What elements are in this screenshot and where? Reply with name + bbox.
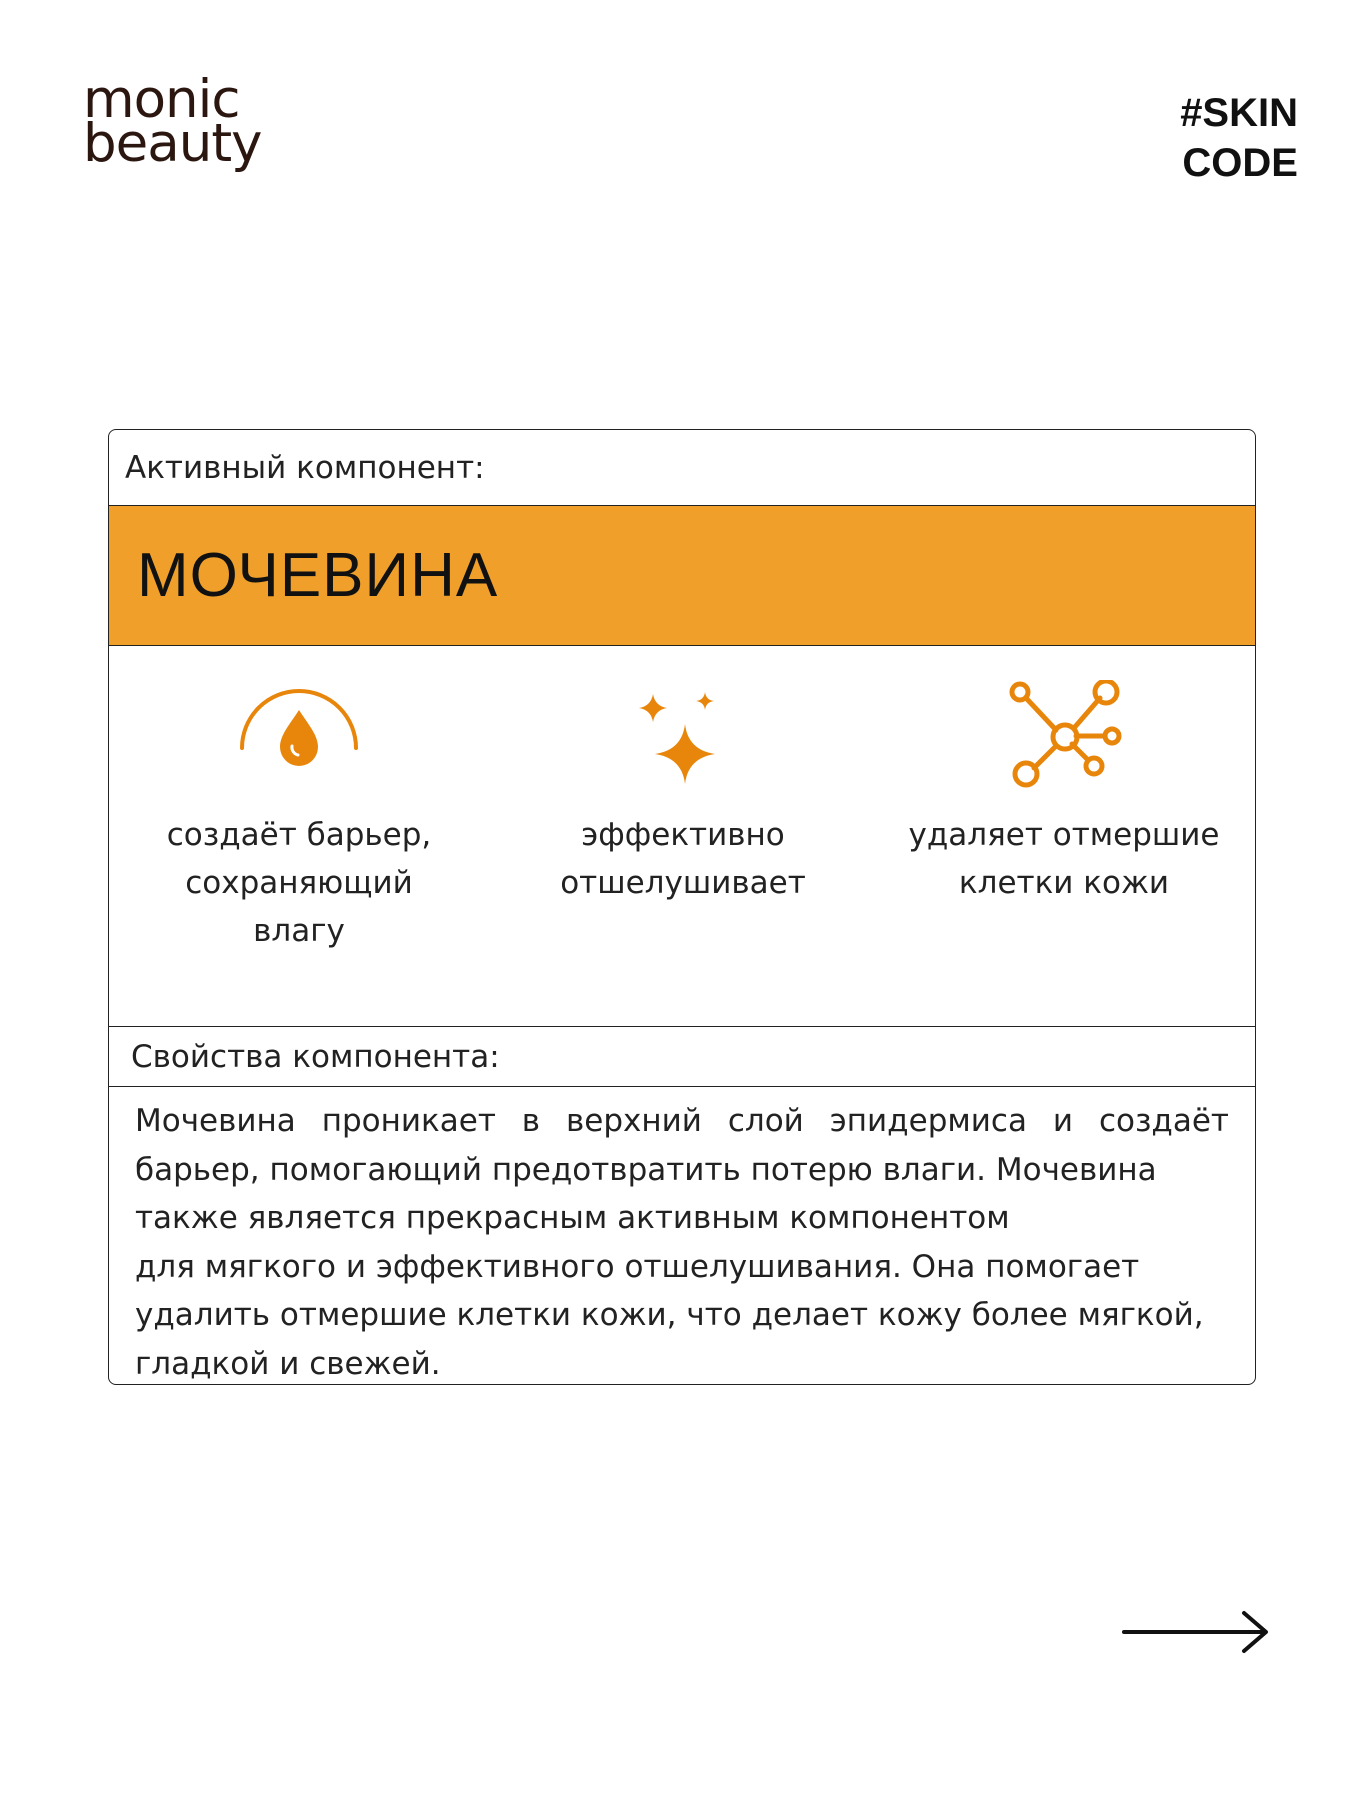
feature-item xyxy=(874,646,1254,1027)
component-card xyxy=(108,429,1256,1385)
arrow-right-icon xyxy=(1122,1607,1272,1657)
description-paragraph: для мягкого и эффективного отшелушивания. Она помогает удалить отмершие клетки кожи, что делает кожу более мягкой, гладкой и свежей. xyxy=(135,1248,1204,1382)
feature-text-line: сохраняющий xyxy=(185,865,413,901)
component-name-banner xyxy=(109,506,1255,646)
feature-text-line: удаляет отмершие xyxy=(908,817,1220,853)
feature-item xyxy=(109,646,489,1027)
droplet-arc-icon xyxy=(234,680,364,794)
features-row xyxy=(109,646,1255,1027)
feature-text-line: отшелушивает xyxy=(560,865,806,901)
next-arrow-button[interactable] xyxy=(1122,1607,1272,1661)
active-component-label: Активный компонент: xyxy=(109,430,1255,506)
feature-text-line: клетки кожи xyxy=(958,865,1170,901)
feature-text-line: влагу xyxy=(253,913,345,949)
feature-text-line: создаёт барьер, xyxy=(166,817,432,853)
feature-text-line: эффективно xyxy=(581,817,785,853)
properties-label: Свойства компонента: xyxy=(109,1027,1255,1087)
component-name: МОЧЕВИНА xyxy=(137,541,499,610)
hashtag-line1: #SKIN xyxy=(1180,91,1298,135)
feature-item xyxy=(493,646,873,1027)
brand-logo-line2: beauty xyxy=(83,113,262,174)
molecule-icon xyxy=(1004,680,1124,794)
brand-logo xyxy=(83,69,262,174)
description-paragraph: также является прекрасным активным компонентом xyxy=(135,1200,1010,1236)
brand-logo-line1: monic xyxy=(83,69,240,130)
description xyxy=(109,1087,1255,1385)
hashtag xyxy=(1180,88,1298,188)
hashtag-line2: CODE xyxy=(1182,141,1298,185)
description-paragraph: Мочевина проникает в верхний слой эпидермиса и создаёт барьер, помогающий предотвратить потерю влаги. Мочевина xyxy=(135,1103,1229,1188)
sparkles-icon xyxy=(633,680,733,794)
